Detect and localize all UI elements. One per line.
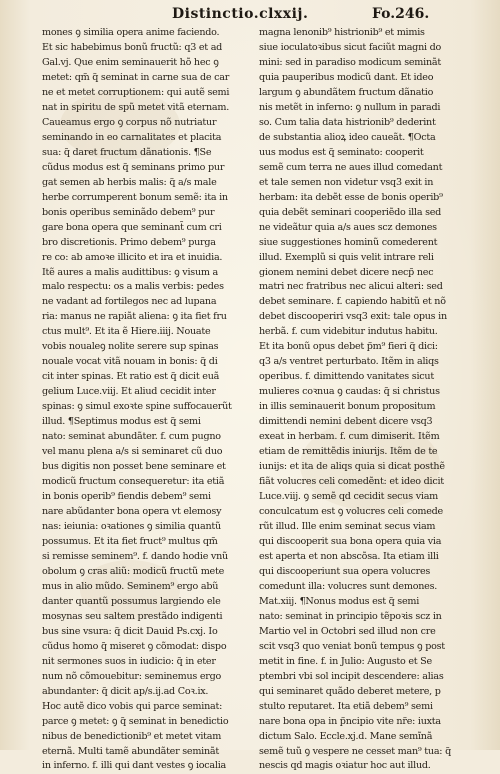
text-line: illud. Exemplũ si quis velit intrare reli [259,251,434,263]
text-line: illud. ¶Septimus modus est q̃ semi [42,416,201,428]
text-line: danter quantũ possumus largiendo ele [42,595,221,607]
text-line: sua: q̃ daret fructum dãnationis. ¶Se [42,146,212,158]
text-line: conculcatum est ꝯ volucres celi comede [259,506,443,517]
text-line: ne vadant ad fortilegos nec ad lupana [42,296,217,308]
text-line: q3 a/s ventret perturbato. Itẽm in aliqs [259,356,439,368]
text-line: malo respectu: os a malis verbis: pedes [42,281,224,293]
text-line: Luce.viij. ꝯ semẽ qd cecidit secus viam [259,491,439,503]
text-line: nis metẽt in inferno: ꝯ nullum in paradi [259,101,441,113]
text-line: nescis qd magis oꝛiatur hoc aut illud. [259,760,431,772]
text-line: et tale semen non videtur vsq3 exit in [259,176,434,188]
text-line: vel manu plena a/s si seminaret cũ duo [42,446,223,458]
text-line: mones ꝯ similia opera anime faciendo. [42,27,220,38]
text-line: eternã. Multi tamẽ abundãter seminãt [42,745,220,757]
text-line: qui discooperiunt sua opera volucres [259,565,431,577]
text-line: bus digitis non posset bene seminare et [42,461,226,473]
text-line: debet seminare. f. capiendo habitũ et nõ [259,296,446,308]
text-line: si remisse seminem⁹. f. dando hodie vnũ [42,550,228,562]
text-line: Caueamus ergo ꝯ corpus nõ nutriatur [42,116,217,128]
text-line: semẽ tuũ ꝯ vespere ne cesset man⁹ tua: q̃ [259,745,451,757]
text-line: gionem nemini debet dicere necp̃ nec [259,266,434,278]
text-line: Gal.vj. Que enim seminauerit hõ hec ꝯ [42,56,219,68]
text-line: mulieres coꝛnua ꝯ caudas: q̃ si christus [259,386,440,398]
text-line: scit vsq3 quo veniat bonũ tempus ꝯ post [259,640,445,652]
text-line: ne et metet corruptionem: qui autẽ semi [42,86,230,98]
text-line: etiam de remittẽdis iniurijs. Itẽm de te [259,446,438,458]
text-line: Et ita bonũ opus debet p̃m⁹ fieri q̃ dici: [259,341,438,353]
text-line: nibus de benedictionib⁹ et metet vitam [42,730,222,742]
text-line: uus modus est q̃ seminato: cooperit [259,146,424,158]
text-line: exeat in herbam. f. cum dimiserit. Itẽm [259,431,440,443]
text-line: herbam: ita debẽt esse de bonis operib⁹ [259,191,443,203]
text-line: nit sermones suos in iudicio: q̃ in eter [42,655,216,667]
text-line: metit in fine. f. in Julio: Augusto et Se [259,655,432,667]
text-line: seminando in eo carnalitates et placita [42,131,222,143]
text-line: gat semen ab herbis malis: q̃ a/s male [42,176,217,188]
text-line: bonis operibus seminãdo debem⁹ pur [42,206,215,218]
text-line: stulto reputaret. Ita etiã debem⁹ semi [259,700,433,712]
text-line: rũt illud. Ille enim seminat secus viam [259,520,436,532]
text-line: in illis seminauerit bonum propositum [259,401,436,413]
text-line: metet: qm̃ q̃ seminat in carne sua de car [42,71,230,83]
text-line: quia debẽt seminari cooperiẽdo illa sed [259,206,442,218]
text-line: herbã. f. cum videbitur indutus habitu. [259,326,438,338]
text-line: comedunt illa: volucres sunt demones. [259,580,438,592]
text-line: matri nec fratribus nec alicui alteri: sed [259,281,443,293]
running-title: Distinctio.clxxij. [172,6,309,22]
text-line: obolum ꝯ cras aliũ: modicũ fructũ mete [42,565,225,577]
text-column-left [42,26,256,774]
text-line: abundanter: q̃ dicit ap/s.ij.ad Coꝛ.ix. [42,685,209,697]
text-line: spinas: ꝯ simul exoꝛte spine suffocauerũt [42,401,232,413]
text-line: gelium Luce.viij. Et aliud cecidit inter [42,386,216,398]
text-line: dictum Salo. Eccle.xj.d. Mane semĩnã [259,730,433,742]
text-line: operibus. f. dimittendo vanitates sicut [259,371,434,383]
text-line: nato: seminat in principio tẽpoꝛis scz in [259,610,442,622]
text-line: qui discooperit sua bona opera quia via [259,535,442,547]
text-line: num nõ cõmouebitur: seminemus ergo [42,670,222,682]
text-line: Martio vel in Octobri sed illud non cre [259,625,436,637]
text-line: siue suggestiones hominũ comederent [259,236,438,248]
text-line: nat in spiritu de spũ metet vitã eternam. [42,101,230,113]
text-line: parce ꝯ metet: ꝯ q̃ seminat in benedictio [42,715,229,727]
text-line: dimittendi nemini debent dicere vsq3 [259,416,433,428]
text-line: est aperta et non abscõsa. Ita etiam illi [259,550,439,562]
text-line: Mat.xiij. ¶Nonus modus est q̃ semi [259,595,420,607]
text-line: Et sic habebimus bonũ fructũ: q3 et ad [42,41,223,53]
text-line: bro discretionis. Primo debem⁹ purga [42,236,216,248]
text-line: debet discooperiri vsq3 exit: tale opus in [259,311,447,323]
text-line: iunijs: et ita de aliqs quia si dicat posthẽ [259,461,445,473]
text-column-right [259,26,473,774]
text-line: in inferno. f. illi qui dant vestes ꝯ iocalia [42,760,227,772]
text-line: qui seminaret quãdo deberet metere, p [259,685,441,697]
text-line: herbe corrumperent bonum semẽ: ita in [42,191,228,203]
text-line: fiãt volucres celi comedẽnt: et ideo dicit [259,476,444,488]
text-line: semẽ cum terra ne aues illud comedant [259,161,443,173]
text-line: ctus mult⁹. Et ita ẽ Hiere.iiij. Nouate [42,326,211,338]
text-line: largum ꝯ abundãtem fructum dãnatio [259,86,434,98]
text-line: nas: ieiunia: oꝛationes ꝯ similia quantũ [42,520,221,532]
text-line: Hoc autẽ dico vobis qui parce seminat: [42,700,223,712]
text-line: mosynas seu saltem prestãdo indigenti [42,610,223,622]
text-line: ne videãtur quia a/s aues scz demones [259,221,437,233]
text-line: nato: seminat abundãter. f. cum pugno [42,431,221,443]
text-line: ptembri vbi sol incipit descendere: alias [259,670,444,682]
text-line: nare abũdanter bona opera vt elemosy [42,506,222,517]
text-line: de substantia alioꝝ ideo caueãt. ¶Octa [259,131,436,143]
text-line: vobis noualeꝯ nolite serere sup spinas [42,341,219,353]
text-line: cit inter spinas. Et ratio est q̃ dicit euã [42,371,220,383]
text-line: bus sine vsura: q̃ dicit Dauid Ps.cxj. Io [42,625,218,637]
text-line: ria: manus ne rapiãt aliena: ꝯ ita fiet fru [42,311,227,323]
text-line: mini: sed in paradiso modicum seminãt [259,56,441,68]
text-line: Itẽ aures a malis audittibus: ꝯ visum a [42,266,219,278]
text-line: mus in alio mũdo. Seminem⁹ ergo abũ [42,580,219,592]
text-line: in bonis operib⁹ fiendis debem⁹ semi [42,491,211,503]
text-line: possumus. Et ita fiet fruct⁹ multus qm̃ [42,535,218,547]
text-line: cũdus modus est q̃ seminans primo pur [42,161,225,173]
text-line: so. Cum talia data histrionib⁹ dederint [259,116,436,128]
text-line: re co: ab amoꝛe illicito et ira et inuidia. [42,251,223,263]
folio-number: Fo.246. [372,6,430,22]
text-line: cũdus homo q̃ miseret ꝯ cõmodat: dispo [42,640,227,652]
text-line: nouale vocat vitã nouam in bonis: q̃ di [42,356,218,368]
text-line: modicũ fructum consequeretur: ita etiã [42,476,225,488]
text-line: gare bona opera que seminant̃ cum cri [42,221,222,233]
text-line: nare bona opa in p̃ncipio vite nr̃e: iuxta [259,715,441,727]
text-line: magna lenonib⁹ histrionib⁹ et mimis [259,27,425,38]
text-line: quia pauperibus modicũ dant. Et ideo [259,71,434,83]
text-line: siue ioculatoꝛibus sicut faciũt magni do [259,41,442,53]
